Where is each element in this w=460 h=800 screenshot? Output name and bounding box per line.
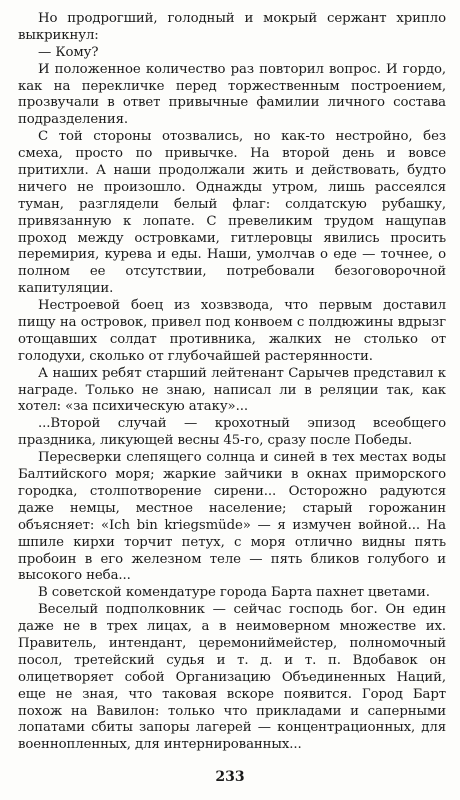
paragraph: Нестроевой боец из хозвзвода, что первым доставил пищу на островок, привел под конвоем с полдюжины вдрызг отощавших солдат противника, жалких не столько от голодухи, сколько от глубочайшей растерянности.	[18, 298, 446, 364]
paragraph: Но продрогший, голодный и мокрый сержант хрипло выкрикнул:	[18, 11, 446, 43]
page-number: 233	[215, 769, 245, 785]
page-body-text	[18, 11, 446, 754]
paragraph: В советской комендатуре города Барта пахнет цветами.	[38, 585, 430, 601]
paragraph: — Кому?	[38, 44, 99, 60]
paragraph: С той стороны отозвались, но как-то нестройно, без смеха, просто по привычке. На второй день и вовсе притихли. А наши продолжали жить и действовать, будто ничего не произошло. Однажды утром, лишь рассеялся туман, разглядели белый флаг: солдатскую рубашку, привязанную к лопате. С превеликим трудом нащупав проход между островками, гитлеровцы явились просить перемирия, курева и еды. Наши, умолчав о еде — точнее, о полном ее отсутствии, потребовали безоговорочной капитуляции.	[18, 129, 446, 297]
paragraph: Веселый подполковник — сейчас господь бог. Он един даже не в трех лицах, а в неимоверном множестве их. Правитель, интендант, церемониймейстер, полномочный посол, третейский судья и т. д. и т. п. Вдобавок он олицетворяет собой Организацию Объединенных Наций, еще не зная, что таковая вскоре появится. Город Барт похож на Вавилон: только что прикладами и саперными лопатами сбиты запоры лагерей — концентрационных, для военнопленных, для интернированных...	[18, 602, 446, 753]
paragraph: И положенное количество раз повторил вопрос. И гордо, как на перекличке перед торжественным построением, прозвучали в ответ привычные фамилии личного состава подразделения.	[18, 61, 446, 128]
paragraph: Пересверки слепящего солнца и синей в тех местах воды Балтийского моря; жаркие зайчики в окнах приморского городка, столпотворение сирени... Осторожно радуются даже немцы, местное население; старый горожанин объясняет: «Ich bin kriegsmüde» — я измучен войной... На шпиле кирхи торчит петух, с моря отлично видны пять пробоин в его железном теле — пять бликов голубого и высокого неба...	[18, 450, 446, 584]
paragraph: ...Второй случай — крохотный эпизод всеобщего праздника, ликующей весны 45-го, сразу после Победы.	[18, 416, 446, 449]
paragraph: А наших ребят старший лейтенант Сарычев представил к награде. Только не знаю, написал ли в реляции так, как хотел: «за психическую атаку»...	[18, 365, 446, 415]
